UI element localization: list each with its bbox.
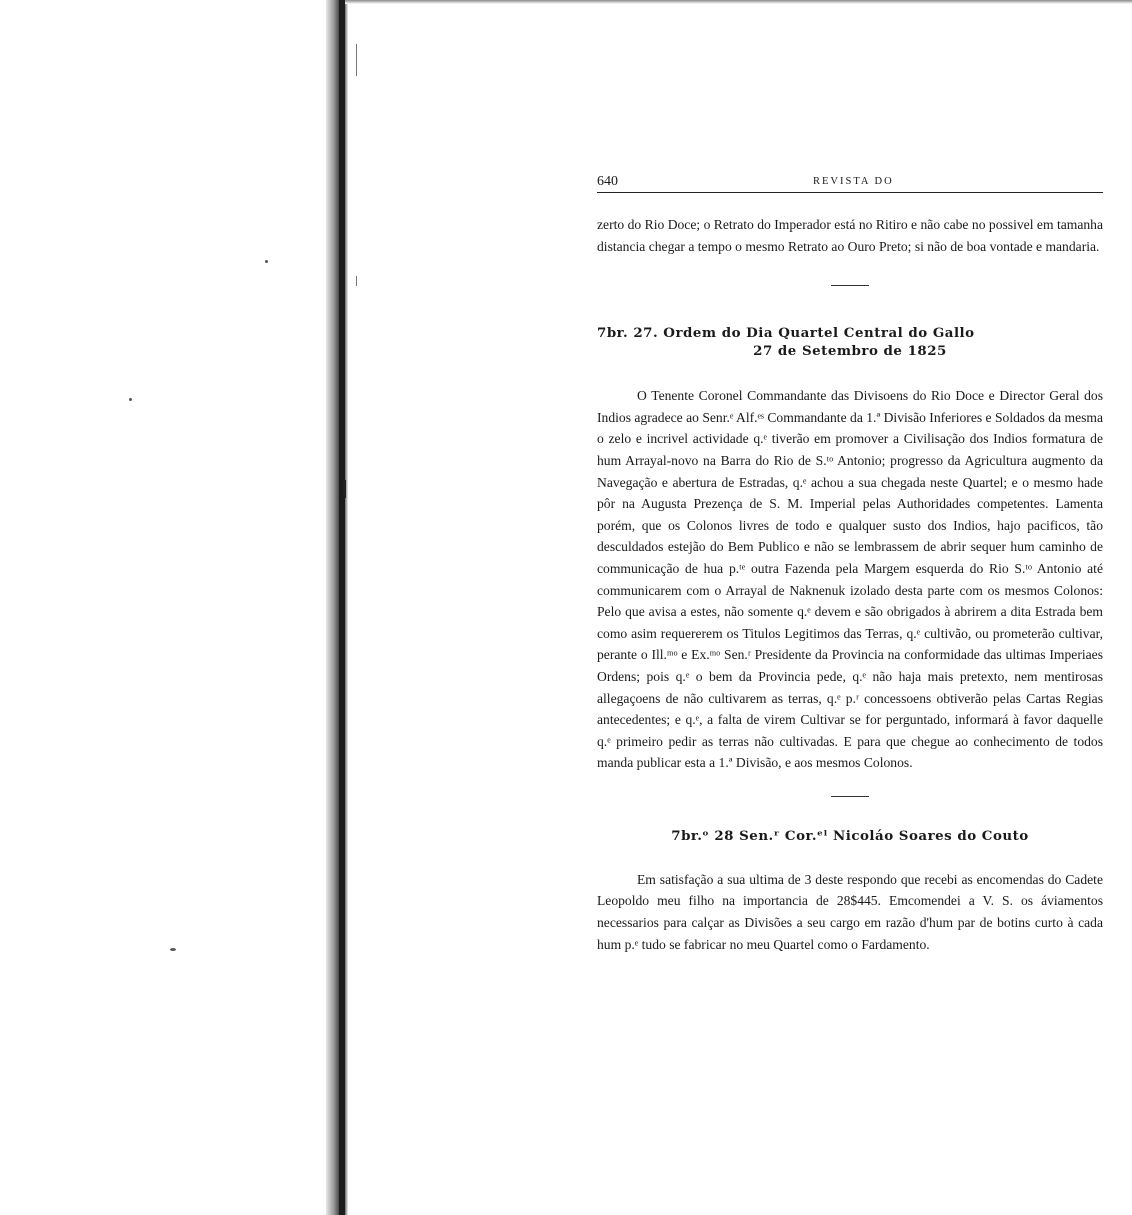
scan-speck [265, 260, 268, 263]
running-head [597, 170, 1103, 193]
book-page [597, 170, 1103, 955]
scan-mark [343, 480, 346, 498]
scan-speck [129, 398, 132, 401]
section-heading-line-2: 27 de Setembro de 1825 [753, 343, 947, 360]
scan-speck [170, 948, 176, 951]
scan-mark [356, 276, 357, 286]
scan-mark [356, 44, 357, 76]
page-edge [345, 0, 348, 1215]
letter-body: Em satisfação a sua ultima de 3 deste respondo que recebi as encomendas do Cadete Leopoldo meu filho na importancia de 28$445. Emcomendei a V. S. os áviamentos necessarios para calçar as Divisões a seu cargo em razão d'hum par de botins curto à cada hum p.ᵉ tudo se fabricar no meu Quartel como o Fardamento. [597, 871, 1103, 952]
letter-heading: 7br.ᵒ 28 Sen.ʳ Cor.ᵉˡ Nicoláo Soares do Couto [671, 827, 1029, 844]
section-heading-line-1: 7br. 27. Ordem do Dia Quartel Central do Gallo [597, 325, 975, 342]
book-gutter-shadow [326, 0, 340, 1215]
page-number: 640 [597, 174, 618, 189]
section-body: O Tenente Coronel Commandante das Divisoens do Rio Doce e Director Geral dos Indios agradece ao Senr.ᵉ Alf.ᵉˢ Commandante da 1.ª Divisão Inferiores e Soldados da mesma o zelo e incrivel actividade q.ᵉ tiverão em promover a Civilisação dos Indios formatura de hum Arrayal-novo na Barra do Rio de S.ᵗᵒ Antonio; progresso da Agricultura augmento da Navegação e abertura de Estradas, q.ᵉ achou a sua chegada neste Quartel; e o mesmo hade pôr na Augusta Prezença de S. M. Imperial pelas Authoridades competentes. Lamenta porém, que os Colonos livres de todo e qualquer susto dos Indios, hajo pacificos, tão desculdados estejão do Bem Publico e não se lembrassem de abrir sequer hum caminho de communicação de hua p.ᵗᵉ outra Fazenda pela Margem esquerda do Rio S.ᵗᵒ Antonio até communicarem com o Arrayal de Naknenuk izolado desta parte com os mesmos Colonos: Pelo que avisa a estes, não somente q.ᵉ devem e são obrigados à abrirem a dita Estrada bem como asim requererem os Titulos Legitimos das Terras, q.ᵉ cultivão, ou prometerão cultivar, perante o Ill.ᵐᵒ e Ex.ᵐᵒ Sen.ʳ Presidente da Provincia na conformidade das ultimas Imperiaes Ordens; pois q.ᵉ o bem da Provincia pede, q.ᵉ não haja mais pretexto, nem mentirosas allegaçoens de não cultivarem as terras, q.ᵉ p.ʳ concessoens obtiverão pelas Cartas Regias antecedentes; e q.ᵉ, a falta de virem Cultivar se for perguntado, informará à favor daquelle q.ᵉ primeiro pedir as terras não cultivadas. E para que chegue ao conhecimento de todos manda publicar esta a 1.ª Divisão, e aos mesmos Colonos. [597, 388, 1103, 771]
journal-title: REVISTA DO [813, 176, 894, 187]
section-separator [831, 285, 869, 286]
section-letter [597, 827, 1103, 955]
section-order-of-the-day [597, 324, 1103, 774]
section-separator [831, 796, 869, 797]
page-top-edge [345, 0, 1132, 4]
continued-paragraph: zerto do Rio Doce; o Retrato do Imperador está no Ritiro e não cabe no possivel em tamanha distancia chegar a tempo o mesmo Retrato ao Ouro Preto; si não de boa vontade e mandaria. [597, 217, 1103, 254]
